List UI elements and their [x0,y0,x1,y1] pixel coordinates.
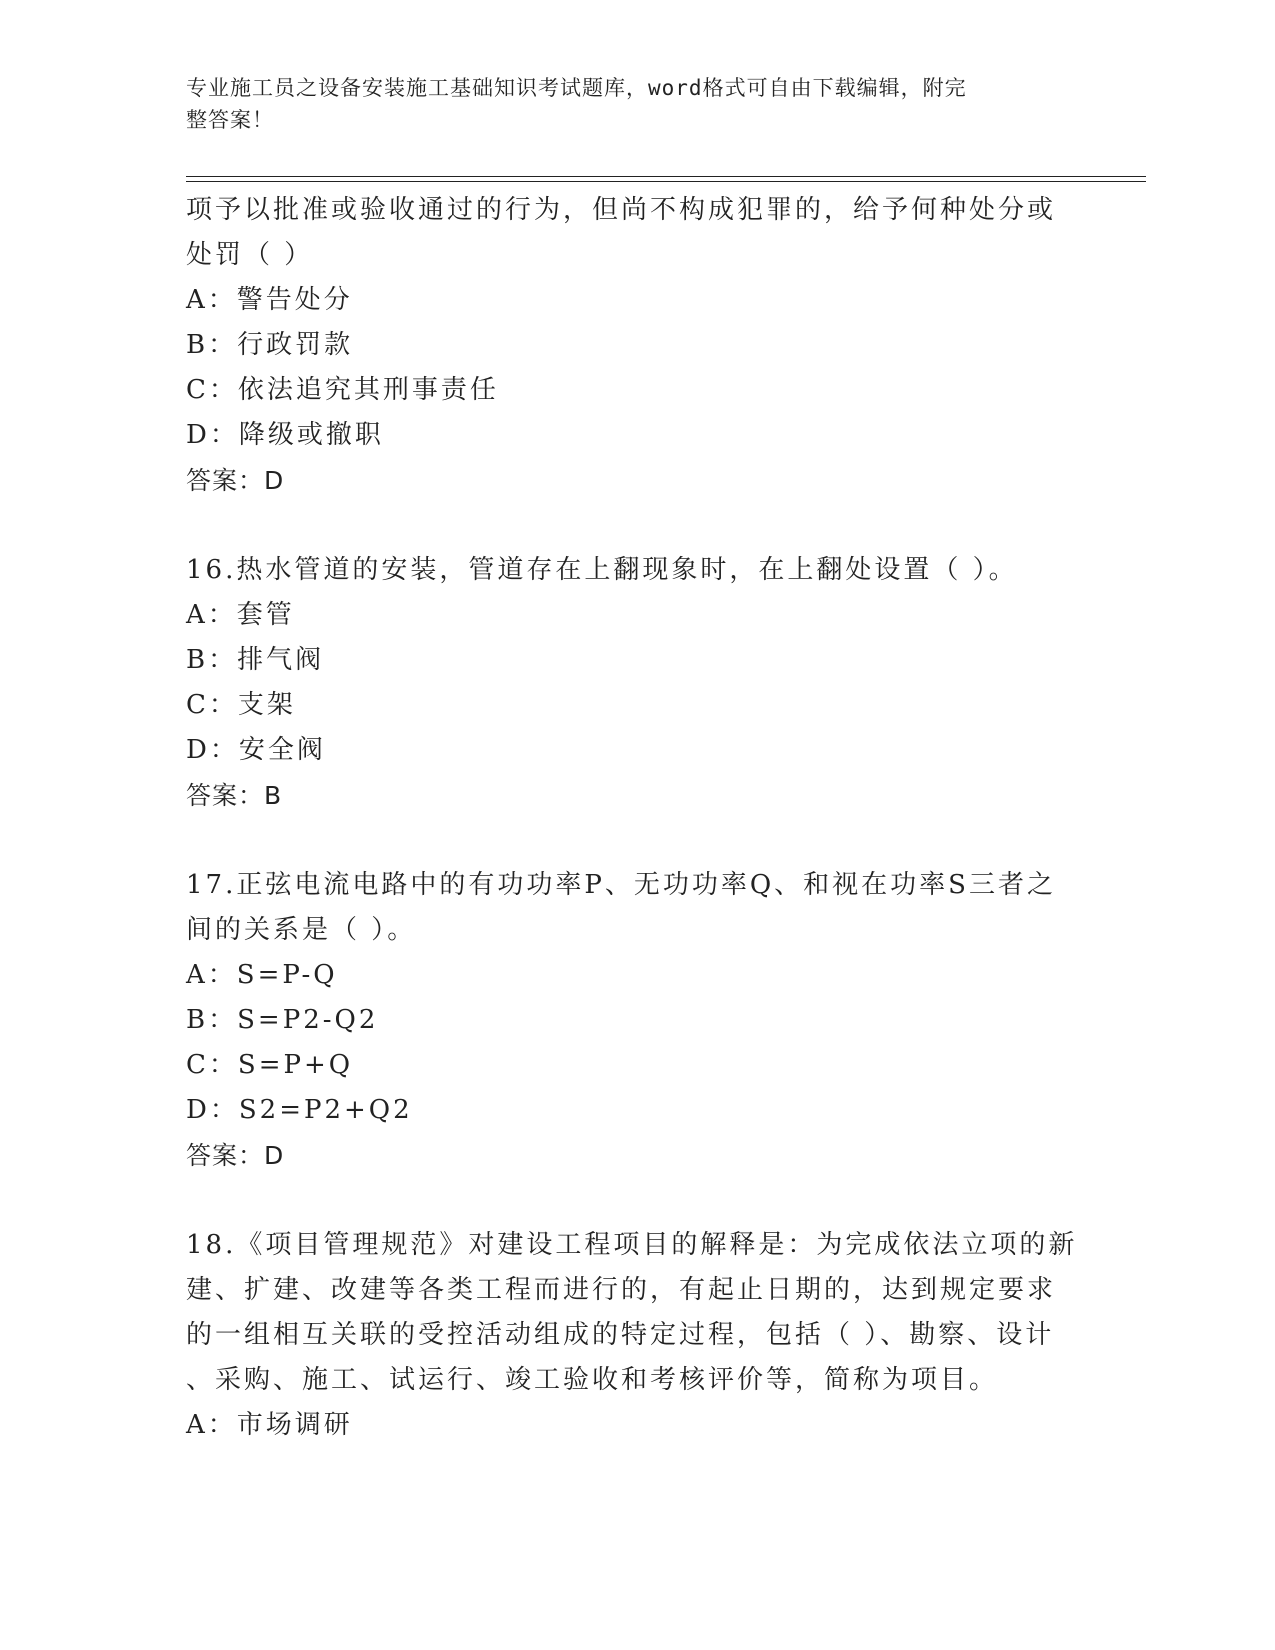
option-d: D：降级或撤职 [186,420,384,450]
answer-line: 答案：D [186,1141,285,1170]
option-a: A：套管 [186,600,295,630]
question-stem-line: 18.《项目管理规范》对建设工程项目的解释是：为完成依法立项的新 [186,1230,1078,1260]
question-stem-line: 建、扩建、改建等各类工程而进行的，有起止日期的，达到规定要求 [186,1275,1057,1305]
spacer [186,818,1086,863]
option-b: B：行政罚款 [186,330,354,360]
question-stem-line: 、采购、施工、试运行、竣工验收和考核评价等，简称为项目。 [186,1365,999,1395]
answer-line: 答案：B [186,781,283,810]
header-divider-bottom [186,181,1146,182]
question-15 [186,188,1086,503]
question-stem-line: 17.正弦电流电路中的有功功率P、无功功率Q、和视在功率S三者之 [186,870,1056,900]
question-18 [186,1223,1086,1448]
option-a: A：市场调研 [186,1410,353,1440]
question-stem-line: 16.热水管道的安装，管道存在上翻现象时，在上翻处设置（ ）。 [186,555,1018,585]
option-d: D：安全阀 [186,735,326,765]
header-divider-top [186,176,1146,177]
option-b: B：S=P2-Q2 [186,1005,379,1035]
question-stem-line: 间的关系是（ ）。 [186,915,417,945]
spacer [186,1178,1086,1223]
option-c: C：S=P+Q [186,1050,354,1080]
answer-line: 答案：D [186,466,285,495]
option-d: D：S2=P2+Q2 [186,1095,413,1125]
header-line-2: 整答案！ [186,108,274,132]
option-b: B：排气阀 [186,645,325,675]
question-list [186,188,1086,1448]
header-line-1: 专业施工员之设备安装施工基础知识考试题库，word格式可自由下载编辑，附完 [186,76,967,100]
spacer [186,503,1086,548]
question-stem-line: 处罚（ ） [186,240,314,270]
option-a: A：警告处分 [186,285,353,315]
question-stem-line: 项予以批准或验收通过的行为，但尚不构成犯罪的，给予何种处分或 [186,195,1057,225]
option-c: C：支架 [186,690,296,720]
question-17 [186,863,1086,1178]
option-c: C：依法追究其刑事责任 [186,375,499,405]
question-16 [186,548,1086,818]
question-stem-line: 的一组相互关联的受控活动组成的特定过程，包括（ ）、勘察、设计 [186,1320,1055,1350]
document-header [186,72,1066,136]
option-a: A：S=P-Q [186,960,338,990]
